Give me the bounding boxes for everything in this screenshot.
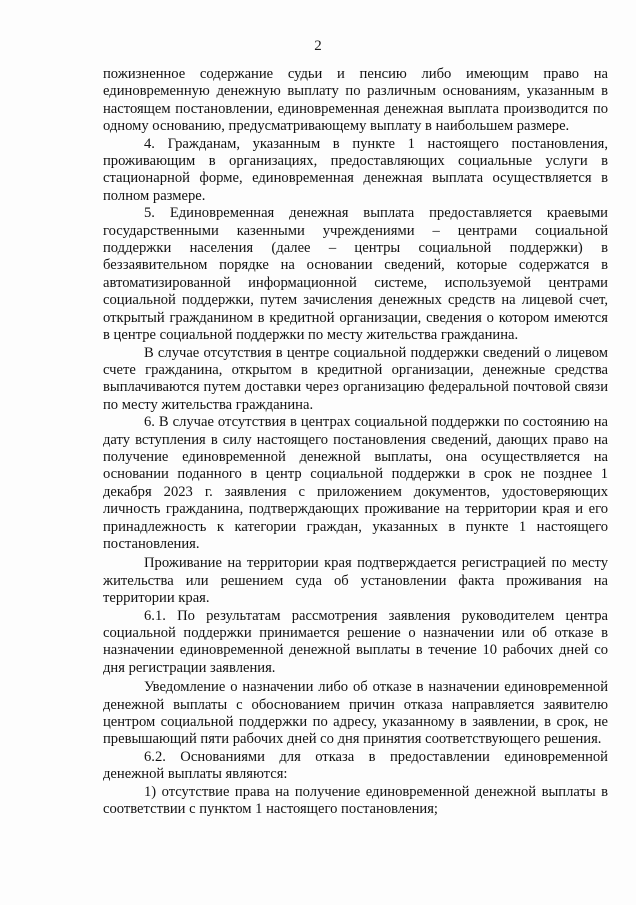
paragraph-item-5: 5. Единовременная денежная выплата предоставляется краевыми государственными казенными учреждениями – центрами социальной поддержки населения (далее – центры социальной поддержки) в беззаявительном порядке на основании сведений, которые содержатся в автоматизированной информационной системе, используемой центрами социальной поддержки, путем зачисления денежных средств на лицевой счет, открытый гражданином в кредитной организации, сведения о котором имеются в центре социальной поддержки по месту жительства гражданина.	[103, 205, 608, 344]
paragraph-item-6-2: 6.2. Основаниями для отказа в предоставлении единовременной денежной выплаты являются:	[103, 748, 608, 783]
paragraph-item-6-1: 6.1. По результатам рассмотрения заявления руководителем центра социальной поддержки принимается решение о назначении или об отказе в назначении единовременной денежной выплаты в течение 10 рабочих дней со дня регистрации заявления.	[103, 607, 608, 676]
paragraph-notification: Уведомление о назначении либо об отказе в назначении единовременной денежной выплаты с обоснованием причин отказа направляется заявителю центром социальной поддержки по адресу, указанному в заявлении, в срок, не превышающий пяти рабочих дней со дня принятия соответствующего решения.	[103, 679, 608, 748]
paragraph-continuation: пожизненное содержание судьи и пенсию либо имеющим право на единовременную денежную выплату по различным основаниям, указанным в настоящем постановлении, единовременная денежная выплата производится по одному основанию, предусматривающему выплату в наибольшем размере.	[103, 66, 608, 135]
paragraph-residence-proof: Проживание на территории края подтверждается регистрацией по месту жительства или решением суда об установлении факта проживания на территории края.	[103, 555, 608, 607]
paragraph-postal-delivery: В случае отсутствия в центре социальной поддержки сведений о лицевом счете гражданина, открытом в кредитной организации, денежные средства выплачиваются путем доставки через организацию федеральной почтовой связи по месту жительства гражданина.	[103, 344, 608, 413]
paragraph-refusal-reason-1: 1) отсутствие права на получение единовременной денежной выплаты в соответствии с пунктом 1 настоящего постановления;	[103, 783, 608, 818]
document-body	[103, 66, 608, 818]
paragraph-item-4: 4. Гражданам, указанным в пункте 1 настоящего постановления, проживающим в организациях, предоставляющих социальные услуги в стационарной форме, единовременная денежная выплата осуществляется в полном размере.	[103, 135, 608, 204]
paragraph-item-6: 6. В случае отсутствия в центрах социальной поддержки по состоянию на дату вступления в силу настоящего постановления сведений, дающих право на получение единовременной денежной выплаты, она осуществляется на основании поданного в центр социальной поддержки в срок не позднее 1 декабря 2023 г. заявления с приложением документов, удостоверяющих личность гражданина, подтверждающих проживание на территории края и его принадлежность к категории граждан, указанных в пункте 1 настоящего постановления.	[103, 414, 608, 552]
page-number: 2	[314, 38, 322, 54]
